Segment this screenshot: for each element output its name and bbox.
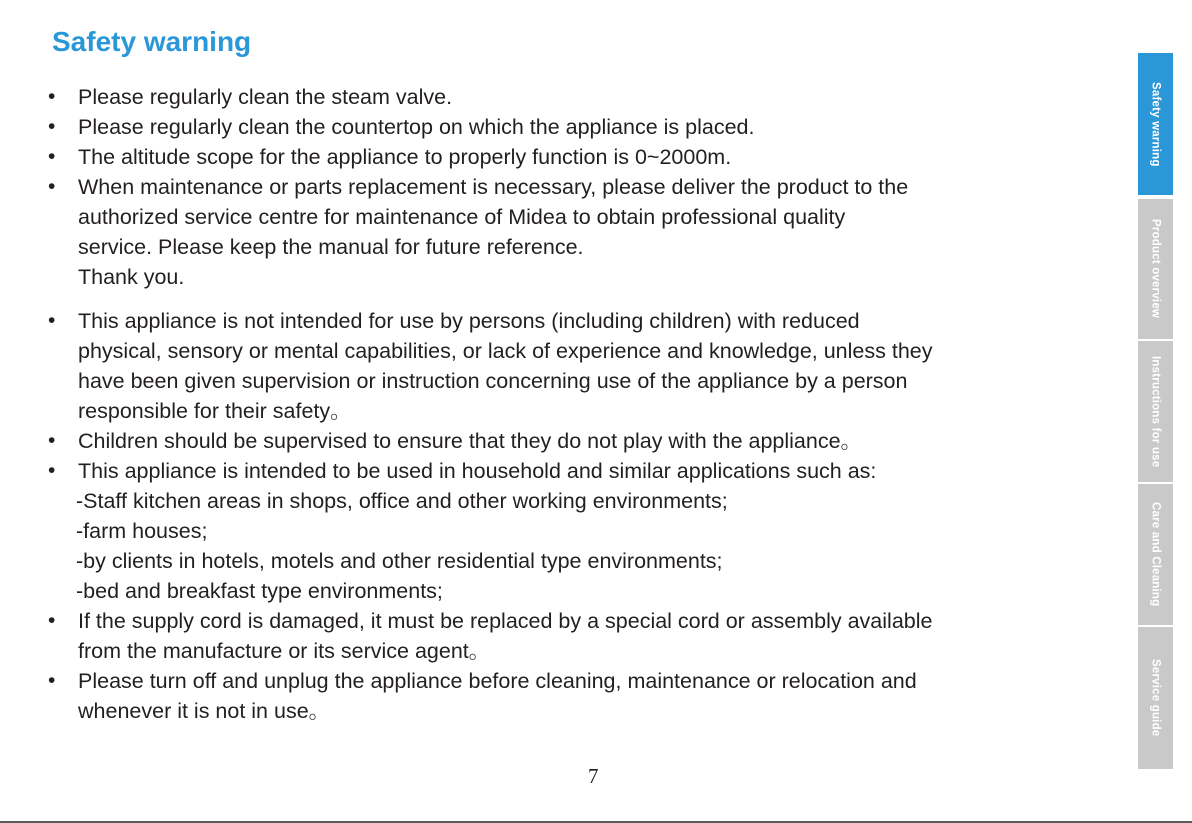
bullet-icon: • [48, 85, 56, 108]
tab-label: Safety warning [1149, 81, 1162, 167]
bullet-icon: • [48, 115, 56, 138]
tab-safety-warning[interactable] [1138, 53, 1173, 195]
bullet-icon: • [48, 175, 56, 198]
bullet-icon: • [48, 309, 56, 332]
list-item-continuation: have been given supervision or instruction concerning use of the appliance by a person [78, 369, 908, 393]
tab-label: Instructions for use [1149, 355, 1162, 468]
list-item-continuation: whenever it is not in use。 [78, 699, 331, 723]
tab-label: Service guide [1149, 659, 1162, 737]
bullet-icon: • [48, 609, 56, 632]
list-item-continuation: authorized service centre for maintenance of Midea to obtain professional quality [78, 205, 846, 229]
list-item: Please regularly clean the steam valve. [78, 85, 453, 109]
tab-care-and-cleaning[interactable] [1138, 484, 1173, 625]
bullet-icon: • [48, 669, 56, 692]
list-item: Children should be supervised to ensure that they do not play with the appliance。 [78, 429, 863, 453]
list-item: This appliance is not intended for use by persons (including children) with reduced [78, 309, 860, 333]
list-item-continuation: service. Please keep the manual for future reference. [78, 235, 584, 259]
tab-service-guide[interactable] [1138, 627, 1173, 769]
list-item-continuation: -Staff kitchen areas in shops, office and other working environments; [76, 489, 728, 513]
list-item-continuation: from the manufacture or its service agent。 [78, 639, 491, 663]
bullet-icon: • [48, 145, 56, 168]
list-item-continuation: physical, sensory or mental capabilities, or lack of experience and knowledge, unless they [78, 339, 933, 363]
bullet-icon: • [48, 429, 56, 452]
page-number: 7 [588, 764, 599, 788]
list-item-continuation: Thank you. [78, 265, 185, 289]
list-item: When maintenance or parts replacement is necessary, please deliver the product to the [78, 175, 909, 199]
list-item: Please regularly clean the countertop on which the appliance is placed. [78, 115, 755, 139]
tab-instructions-for-use[interactable] [1138, 341, 1173, 482]
list-item: If the supply cord is damaged, it must be replaced by a special cord or assembly available [78, 609, 933, 633]
list-item: The altitude scope for the appliance to properly function is 0~2000m. [78, 145, 732, 169]
list-item: This appliance is intended to be used in household and similar applications such as: [78, 459, 877, 483]
list-item-continuation: responsible for their safety。 [78, 399, 352, 423]
tab-label: Product overview [1149, 219, 1162, 319]
list-item-continuation: -farm houses; [76, 519, 208, 543]
tab-label: Care and Cleaning [1149, 502, 1162, 607]
list-item: Please turn off and unplug the appliance before cleaning, maintenance or relocation and [78, 669, 917, 693]
list-item-continuation: -by clients in hotels, motels and other residential type environments; [76, 549, 723, 573]
bullet-icon: • [48, 459, 56, 482]
list-item-continuation: -bed and breakfast type environments; [76, 579, 443, 603]
tab-product-overview[interactable] [1138, 199, 1173, 339]
page-title: Safety warning [52, 26, 252, 57]
